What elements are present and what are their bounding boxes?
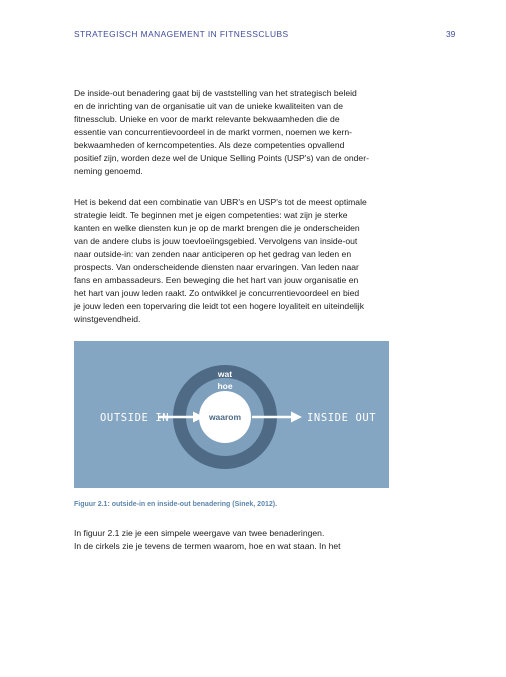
text-line: bekwaamheden of kerncompetenties. Als deze competenties opvallend [74,140,345,150]
running-title: STRATEGISCH MANAGEMENT IN FITNESSCLUBS [74,29,289,39]
text-line: het hart van jouw leden raakt. Zo ontwikkel je concurrentievoordeel en bied [74,288,360,298]
text-line: fitnessclub. Unieke en voor de markt relevante bekwaamheden die de [74,114,340,124]
text-line: en de inrichting van de organisatie uit van de unieke kwaliteiten van de [74,101,343,111]
text-line: Het is bekend dat een combinatie van UBR's en USP's tot de meest optimale [74,197,367,207]
page-number: 39 [446,29,456,39]
text-line: winstgevendheid. [74,314,141,324]
paragraph-inside-out [74,87,394,178]
text-line: prospects. Van onderscheidende diensten naar ervaringen. Van leden naar [74,262,359,272]
text-line: naar outside-in: van zenden naar anticiperen op het gedrag van leden en [74,249,352,259]
text-line: In figuur 2.1 zie je een simpele weergave van twee benaderingen. [74,528,325,538]
text-line: neming genoemd. [74,166,143,176]
text-line: je jouw leden een topervaring die leidt tot een hogere loyaliteit en uiteindelijk [74,301,364,311]
text-line: In de cirkels zie je tevens de termen waarom, hoe en wat staan. In het [74,541,341,551]
label-inside-out: INSIDE OUT [307,412,377,424]
golden-circle-diagram [74,341,389,488]
page-header [0,0,506,46]
label-hoe: hoe [217,381,233,391]
label-waarom: waarom [208,412,242,422]
text-line: essentie van concurrentievoordeel in de markt vormen, noemen we kern- [74,127,353,137]
label-wat: wat [217,369,233,379]
figure-caption: Figuur 2.1: outside-in en inside-out benadering (Sinek, 2012). [74,501,278,508]
text-line: positief zijn, worden deze wel de Unique Selling Points (USP's) van de onder- [74,153,369,163]
golden-circle-figure [74,341,389,488]
text-line: van de andere clubs is jouw toevloeïingsgebied. Vervolgens van inside-out [74,236,358,246]
text-line: fans en ambassadeurs. Een beweging die het hart van jouw organisatie en [74,275,359,285]
label-outside-in: OUTSIDE IN [100,412,170,424]
paragraph-ubr-usp [74,196,394,326]
text-line: kanten en welke diensten kun je op de markt brengen die je onderscheiden [74,223,360,233]
text-line: De inside-out benadering gaat bij de vaststelling van het strategisch beleid [74,88,357,98]
paragraph-figure-intro [74,527,394,553]
text-line: strategie leidt. Te beginnen met je eigen competenties: wat zijn je sterke [74,210,348,220]
